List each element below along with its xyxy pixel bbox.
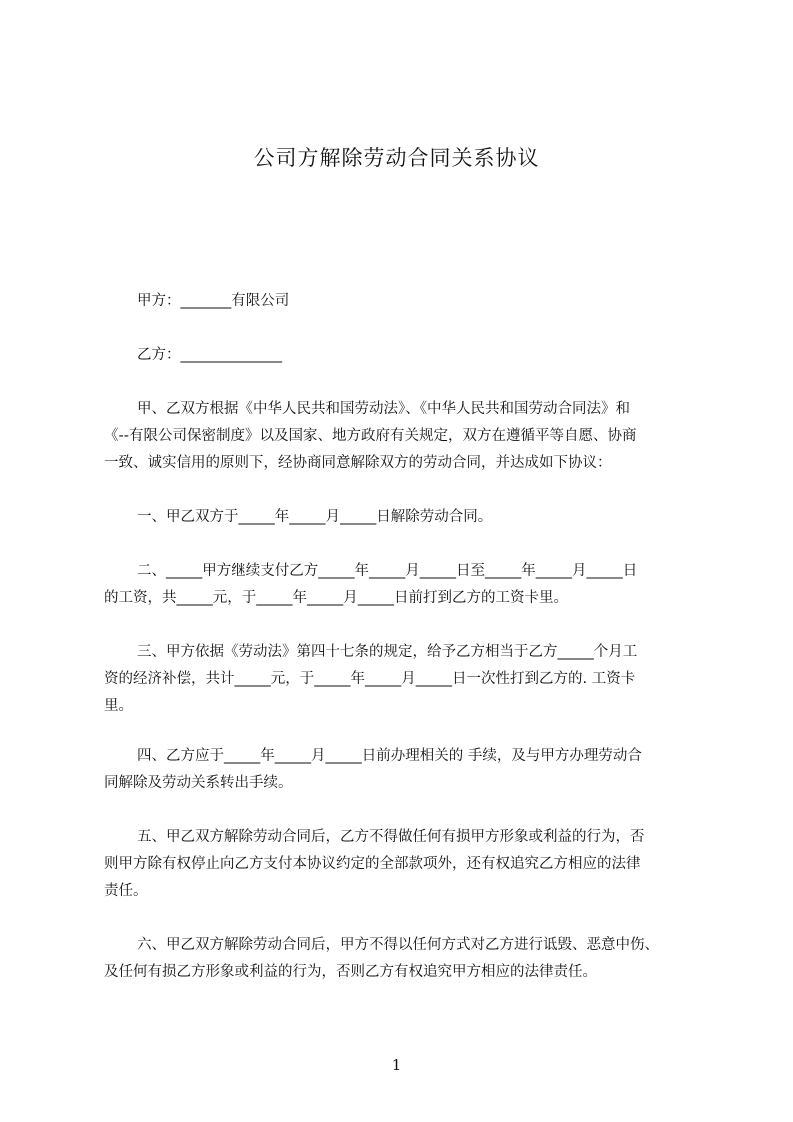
intro-line-3: 一致、诚实信用的原则下，经协商同意解除双方的劳动合同，并达成如下协议： xyxy=(104,455,612,471)
clause-4-line-1: 四、乙方应于_____年_____月_____日前办理相关的 手续，及与甲方办理劳动合 xyxy=(137,748,642,764)
intro-line-2: 《--有限公司保密制度》以及国家、地方政府有关规定，双方在遵循平等自愿、协商 xyxy=(104,428,637,444)
party-b-line: 乙方：______________ xyxy=(137,347,282,363)
clause-5-line-1: 五、甲乙双方解除劳动合同后，乙方不得做任何有损甲方形象或利益的行为，否 xyxy=(137,829,645,845)
clause-5-line-3: 责任。 xyxy=(104,883,148,899)
clause-2-line-1: 二、_____甲方继续支付乙方_____年_____月_____日至_____年_____月_____日 xyxy=(137,563,638,579)
clause-2-line-2: 的工资，共_____元，于_____年_____月_____日前打到乙方的工资卡里。 xyxy=(104,590,568,606)
clause-6-line-1: 六、甲乙双方解除劳动合同后，甲方不得以任何方式对乙方进行诋毁、恶意中伤、 xyxy=(137,937,659,953)
clause-3-line-3: 里。 xyxy=(104,698,133,714)
clause-4-line-2: 同解除及劳动关系转出手续。 xyxy=(104,775,293,791)
clause-5-line-2: 则甲方除有权停止向乙方支付本协议约定的全部款项外，还有权追究乙方相应的法律 xyxy=(104,856,641,872)
clause-6-line-2: 及任何有损乙方形象或利益的行为，否则乙方有权追究甲方相应的法律责任。 xyxy=(104,964,597,980)
party-a-line: 甲方：_______有限公司 xyxy=(137,293,290,309)
clause-3-line-1: 三、甲方依据《劳动法》第四十七条的规定，给予乙方相当于乙方_____个月工 xyxy=(137,644,638,660)
document-title: 公司方解除劳动合同关系协议 xyxy=(253,146,540,170)
intro-line-1: 甲、乙双方根据《中华人民共和国劳动法》、《中华人民共和国劳动合同法》和 xyxy=(137,401,630,417)
clause-3-line-2: 资的经济补偿，共计_____元，于_____年_____月_____日一次性打到乙方的. 工资卡 xyxy=(104,671,636,687)
clause-1-line-1: 一、甲乙双方于_____年_____月_____日解除劳动合同。 xyxy=(137,509,493,525)
page-number: 1 xyxy=(391,1056,402,1074)
